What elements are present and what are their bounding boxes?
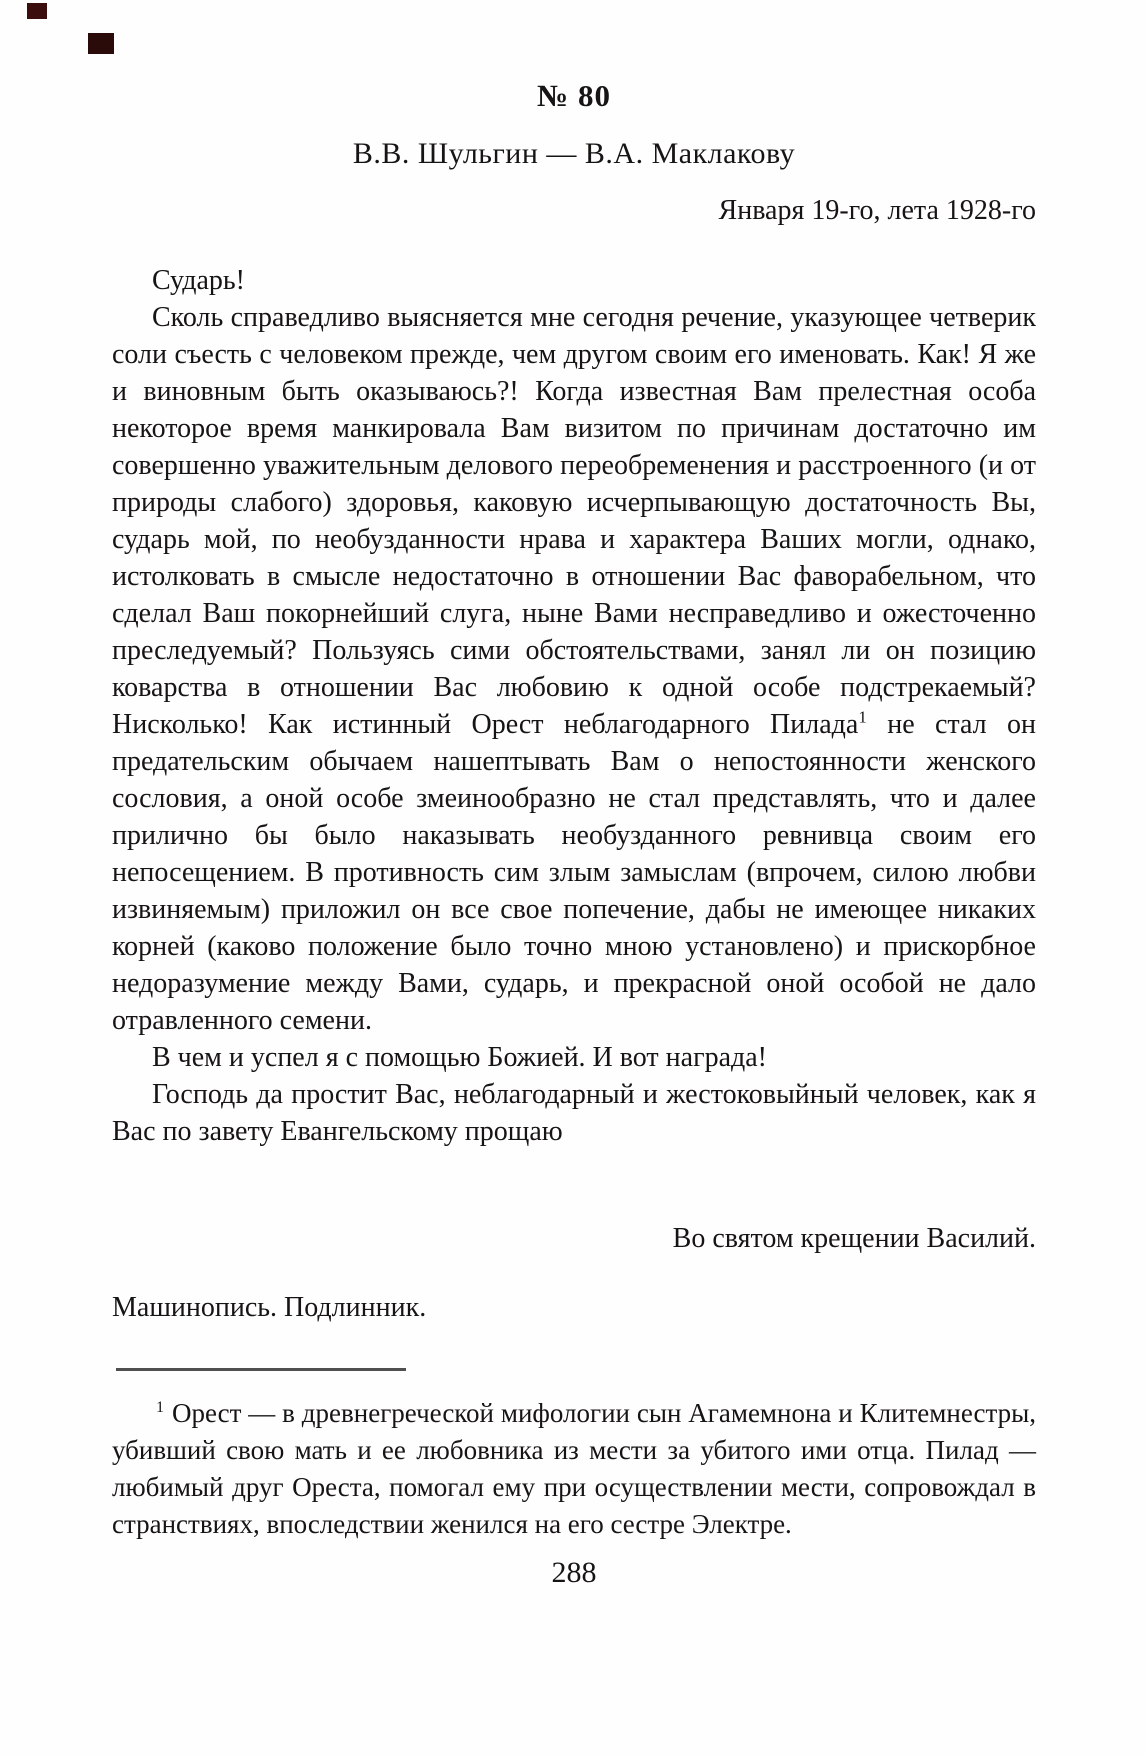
footnote-marker: 1 — [156, 1399, 164, 1416]
letter-number-heading: № 80 — [537, 78, 611, 113]
letter-paragraph-forgiveness: Господь да простит Вас, неблагодарный и жестоковыйный человек, как я Вас по завету Евангельскому прощаю — [112, 1079, 1036, 1147]
letter-paragraph-reward: В чем и успел я с помощью Божией. И вот награда! — [152, 1042, 767, 1073]
signature-line: Во святом крещении Василий. — [672, 1223, 1036, 1254]
salutation: Сударь! — [152, 265, 245, 296]
letter-paragraph-main — [112, 299, 1036, 1039]
letter-paragraph-main-text-after-ref: не стал он предательским обычаем нашептывать Вам о непостоянности женского сословия, а оной особе змеинообразно не стал представлять, что и далее прилично бы было наказывать необузданного ревнивца своим его непосещением. В противность сим злым замыслам (впрочем, силою любви извиняемым) приложил он все свое попечение, дабы не имеющее никаких корней (каково положение было точно мною установлено) и прискорбное недоразумение между Вами, сударь, и прекрасной оной особой не дало отравленного семени. — [112, 709, 1036, 1036]
page-number: 288 — [551, 1556, 597, 1589]
letter-paragraph-main-text-before-ref: Сколь справедливо выясняется мне сегодня речение, указующее четверик соли съесть с человеком прежде, чем другом своим его именовать. Как! Я же и виновным быть оказываюсь?! Когда известная Вам прелестная особа некоторое время манкировала Вам визитом по причинам достаточно им совершенно уважительным делового переобременения и расстроенного (и от природы слабого) здоровья, каковую исчерпывающую достаточность Вы, сударь мой, по необузданности нрава и характера Ваших могли, однако, истолковать в смысле недостаточно в отношении Вас фаворабельном, что сделал Ваш покорнейший слуга, ныне Вами несправедливо и ожесточенно преследуемый? Пользуясь сими обстоятельствами, занял ли он позицию коварства в отношении Вас любовию к одной особе подстрекаемый? Нисколько! Как истинный Орест неблагодарного Пилада — [112, 302, 1036, 740]
footnote-text: Орест — в древнегреческой мифологии сын Агамемнона и Клитемнестры, убивший свою мать и ее любовника из мести за убитого ими отца. Пилад — любимый друг Ореста, помогал ему при осуществлении мести, сопровождал в странствиях, впоследствии женился на его сестре Электре. — [112, 1398, 1036, 1539]
scan-artifact-icon — [88, 33, 114, 54]
scan-artifact-icon — [27, 3, 47, 19]
letter-correspondents-heading: В.В. Шульгин — В.А. Маклакову — [352, 137, 796, 170]
letter-date: Января 19-го, лета 1928-го — [718, 195, 1036, 226]
footnote-divider — [116, 1368, 406, 1371]
footnote-reference: 1 — [858, 707, 867, 727]
footnote — [112, 1395, 1036, 1543]
archival-source-note: Машинопись. Подлинник. — [112, 1292, 427, 1323]
